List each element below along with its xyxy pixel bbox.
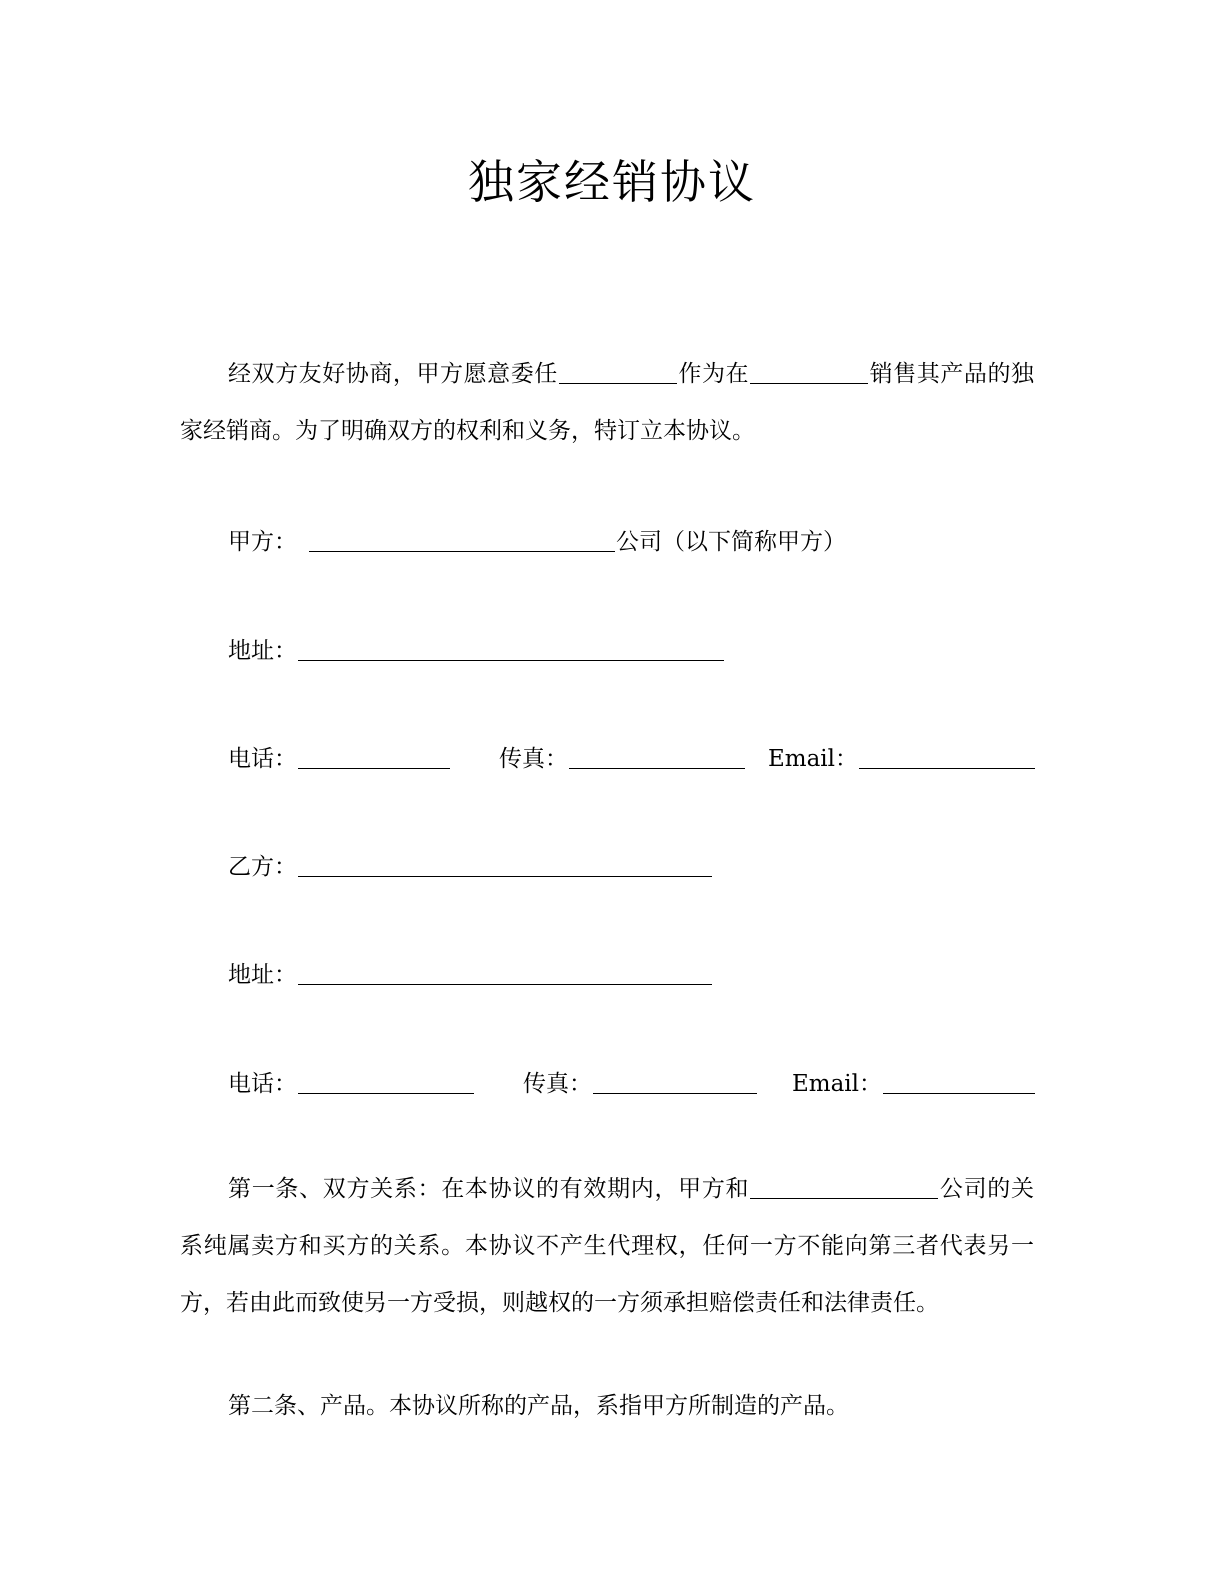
party-a-fax-label: 传真： <box>499 746 568 773</box>
party-b-fax-blank[interactable] <box>593 1068 757 1094</box>
party-a-address-blank[interactable] <box>298 635 724 661</box>
party-a-contact-line <box>228 740 1036 773</box>
party-b-email-blank[interactable] <box>883 1068 1035 1094</box>
intro-text-3: 销售其产品的独家经销商。为了明确双方的权利和义务，特订立本协议。 <box>180 361 1035 444</box>
party-b-email-label: Email： <box>792 1071 883 1098</box>
party-b-contact-line <box>228 1065 1036 1098</box>
party-a-email-blank[interactable] <box>859 743 1035 769</box>
appointee-blank[interactable] <box>559 358 677 384</box>
party-a-fax-blank[interactable] <box>569 743 745 769</box>
party-b-address-line <box>228 956 713 989</box>
party-b-name-blank[interactable] <box>298 851 712 877</box>
party-b-line <box>228 848 713 881</box>
party-b-phone-label: 电话： <box>228 1071 297 1098</box>
territory-blank[interactable] <box>750 358 868 384</box>
party-a-address-line <box>228 632 725 665</box>
intro-text-1: 经双方友好协商，甲方愿意委任 <box>228 361 558 387</box>
intro-text-2: 作为在 <box>677 361 750 387</box>
article-1-paragraph <box>180 1161 1034 1332</box>
party-a-address-label: 地址： <box>228 638 297 665</box>
party-b-address-blank[interactable] <box>298 959 712 985</box>
party-b-address-label: 地址： <box>228 962 297 989</box>
party-a-suffix: 公司（以下简称甲方） <box>616 529 846 556</box>
party-b-label: 乙方： <box>228 854 297 881</box>
party-a-label: 甲方： <box>228 529 297 556</box>
party-a-phone-label: 电话： <box>228 746 297 773</box>
party-a-email-label: Email： <box>768 746 859 773</box>
party-b-phone-blank[interactable] <box>298 1068 474 1094</box>
party-a-line <box>228 523 846 556</box>
party-a-phone-blank[interactable] <box>298 743 450 769</box>
party-a-name-blank[interactable] <box>309 526 615 552</box>
document-title: 独家经销协议 <box>468 155 756 209</box>
article-2-paragraph <box>180 1378 1034 1435</box>
intro-paragraph <box>180 346 1034 460</box>
article-1-company-blank[interactable] <box>750 1173 938 1199</box>
party-b-fax-label: 传真： <box>523 1071 592 1098</box>
article-1-text-2: 公司的关系纯属卖方和买方的关系。本协议不产生代理权，任何一方不能向第三者代表另一方，若由此而致使另一方受损，则越权的一方须承担赔偿责任和法律责任。 <box>180 1176 1035 1316</box>
article-1-text-1: 第一条、双方关系：在本协议的有效期内，甲方和 <box>228 1176 750 1202</box>
article-2-text: 第二条、产品。本协议所称的产品，系指甲方所制造的产品。 <box>228 1393 849 1419</box>
